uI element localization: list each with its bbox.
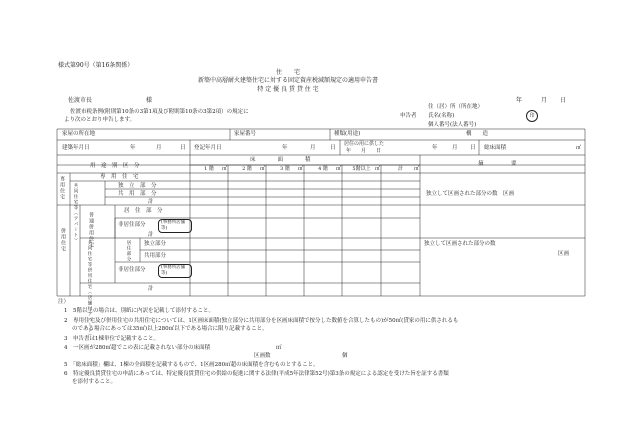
floor-3: 3 階: [280, 166, 290, 172]
note-2b: のである場合にあっては35㎡)以上280㎡以下である場合に限り記載すること。: [72, 326, 268, 332]
row-private-house: 専 用 住 宅: [100, 174, 139, 180]
statement-line1: 佐渡市税条例(附則第10条の3第1項及び附則第10条の3第2項）の規定に: [70, 109, 249, 115]
label-first-use: 居住の用に供した: [344, 141, 385, 147]
reg-m: 月: [310, 145, 316, 151]
row-resi-part: 居住部分: [126, 240, 131, 262]
label-first-use-date: 年 月 日: [346, 148, 382, 154]
ordinary-mixed-label: 普通併用住宅: [88, 212, 94, 248]
note-6a: 6 特定優良賃貸住宅の申請にあっては、特定優良賃貸住宅の供給の促進に関する法律(平成5年法律第52号)第3条の規定による認定を受けた旨を証する書類: [64, 371, 449, 377]
built-y: 年: [130, 145, 136, 151]
label-registered-date: 登記年月日: [194, 145, 222, 151]
form-number: 様式第90号（第16条関係）: [58, 62, 134, 69]
label-kind: 種類(用途): [334, 131, 361, 137]
use-y: 年: [432, 145, 438, 151]
reg-y: 年: [282, 145, 288, 151]
date-month: 月: [541, 97, 548, 104]
row-nonresidential-2: 非居住部分: [118, 267, 146, 273]
unit-floor3: ㎡: [298, 166, 304, 172]
date-year: 年: [516, 97, 523, 104]
summary-sections-2: 独立して区画された部分の数: [424, 241, 496, 247]
label-structure: 構 造: [466, 131, 489, 137]
unit-floor5: ㎡: [375, 166, 381, 172]
floor-5plus: 5階以上: [352, 166, 371, 172]
office-note-2: (事務所店舗等): [158, 264, 192, 278]
unit-total: ㎡: [414, 166, 420, 172]
built-d: 日: [180, 145, 186, 151]
shared-mixed-label: 共同住宅等併用住宅（店舗付アパート）: [87, 240, 92, 339]
usage-header: 用 途 別 区 分: [90, 163, 140, 169]
note-1: 1 5階以上の場合は、別紙に内訳を記載して添付すること。: [64, 308, 215, 314]
summary-sections-2-unit: 区画: [558, 251, 570, 257]
notes-head: 注）: [58, 299, 70, 305]
unit-floor4: ㎡: [336, 166, 342, 172]
use-d: 日: [470, 145, 476, 151]
label-total-area: 総床面積: [484, 145, 507, 151]
floor-total: 計: [397, 166, 403, 172]
date-day: 日: [560, 97, 567, 104]
summary-sections-1: 独立して区画された部分の数 区画: [426, 191, 515, 197]
honorific: 様: [146, 97, 153, 104]
row-subtotal-3: 計: [148, 286, 154, 292]
title-line1: 住 宅: [275, 69, 300, 76]
row-subtotal-2: 計: [148, 232, 154, 238]
shared-housing-label: 共同住宅等（アパート）: [73, 183, 78, 244]
title-line2: 新築中高層耐火建築住宅に対する固定資産税減額規定の適用申告書: [197, 77, 378, 84]
row-common: 共 用 部 分: [118, 191, 157, 197]
note-6b: を添付すること。: [72, 379, 117, 385]
label-house-number: 家屋番号: [234, 131, 257, 137]
built-m: 月: [156, 145, 162, 151]
row-indep-short: 独立部分: [144, 241, 167, 247]
address-label: 住（居）所（所在地）: [428, 104, 484, 110]
note-4-sub: 区画数 個: [254, 353, 348, 359]
floor-2: 2 階: [242, 166, 252, 172]
total-area-unit: ㎡: [576, 145, 582, 151]
label-built-date: 建築年月日: [62, 145, 90, 151]
use-m: 月: [452, 145, 458, 151]
addressee: 佐渡市長: [68, 97, 93, 104]
seal-mark: 印: [526, 110, 538, 122]
unit-floor1: ㎡: [222, 166, 228, 172]
row-residential: 居 住 部 分: [124, 208, 163, 214]
note-5: 5 「総床面積」欄は、1棟の全面積を記載するもので、1区画280㎡超の床面積を含むものとすること。: [64, 362, 319, 368]
floor-area-header: 床 面 積: [250, 157, 311, 163]
applicant-label: 申告者: [400, 113, 417, 119]
note-3: 3 申告書は1棟単位で記載すること。: [64, 336, 159, 342]
group-mixed-house: 併用住宅: [60, 228, 66, 252]
floor-4: 4 階: [318, 166, 328, 172]
row-common-short: 共用部分: [144, 253, 167, 259]
group-private-house: 専用住宅: [59, 176, 65, 200]
unit-floor2: ㎡: [260, 166, 266, 172]
note-2a: 2 専用住宅及び併用住宅の共用住宅については、1区画床面積(独立部分に共用部分を区画床面積で按分した数値を合算したもの)が50㎡(貸家の用に供されるも: [64, 318, 459, 324]
row-nonresidential: 非居住部分: [118, 222, 146, 228]
row-independent: 独 立 部 分: [118, 183, 157, 189]
reg-d: 日: [330, 145, 336, 151]
note-4: 4 一区画が280㎡超でこの表に記載されない部分の床面積 ㎡: [64, 345, 282, 351]
floor-1: 1 階: [204, 166, 214, 172]
office-note-1: (事務所店舗等): [158, 219, 192, 233]
name-label: 氏名(名称): [428, 113, 455, 119]
title-line3: 特 定 優 良 賃 貸 住 宅: [257, 86, 319, 93]
statement-line2: より次のとおり申告します。: [64, 117, 136, 123]
id-label: 個人番号(法人番号): [428, 122, 477, 128]
label-location: 家屋の所在地: [62, 131, 96, 137]
summary-header: 摘 要: [478, 161, 517, 167]
row-subtotal-1: 計: [148, 199, 154, 205]
